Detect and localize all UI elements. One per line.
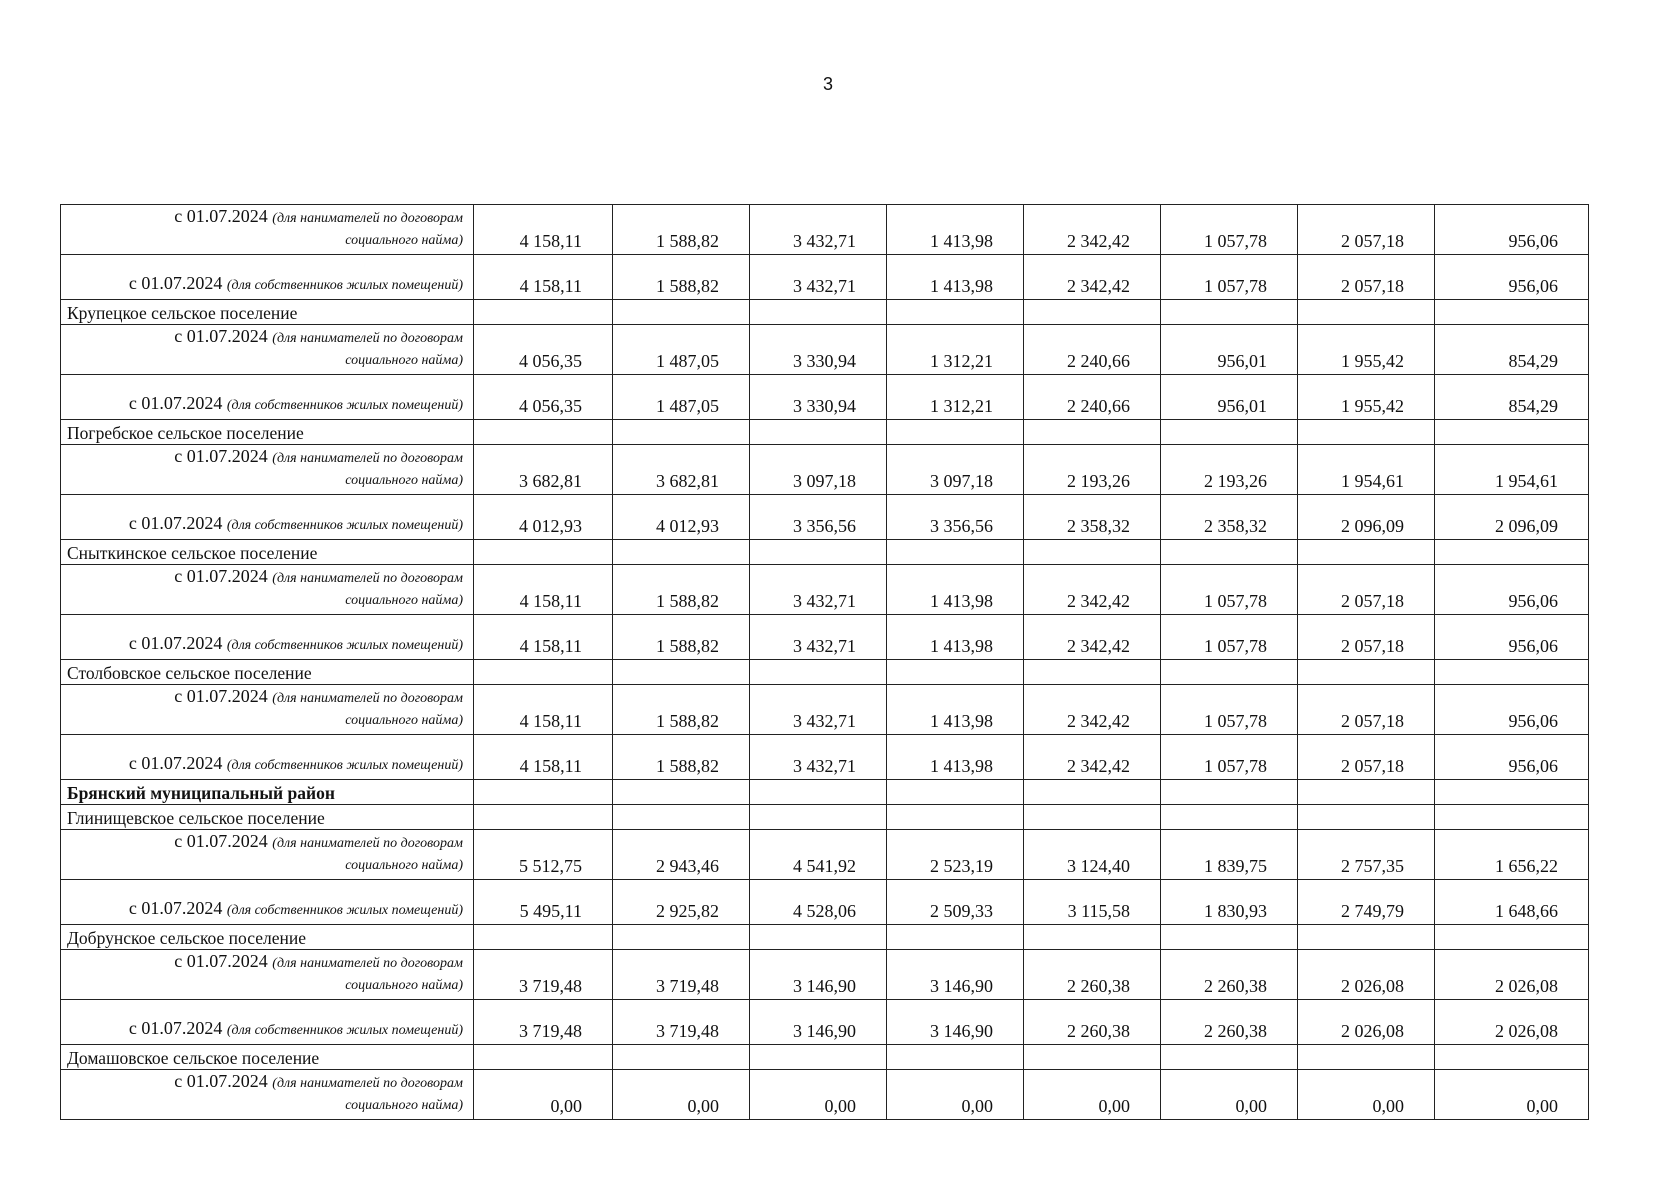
- row-label-line: [67, 1017, 463, 1042]
- row-label: [61, 615, 474, 660]
- category-note: (для собственников жилых помещений): [226, 638, 463, 653]
- empty-cell: [613, 1045, 750, 1070]
- category-note: (для нанимателей по договорам: [272, 691, 463, 706]
- tariff-value: 2 240,66: [1024, 375, 1161, 420]
- empty-cell: [1435, 1045, 1589, 1070]
- empty-cell: [613, 300, 750, 325]
- tariff-value: 3 330,94: [750, 325, 887, 375]
- empty-cell: [1435, 300, 1589, 325]
- tariff-value: 2 260,38: [1161, 1000, 1298, 1045]
- tariff-value: 0,00: [887, 1070, 1024, 1120]
- tariff-value: 4 541,92: [750, 830, 887, 880]
- tariff-value: 1 312,21: [887, 375, 1024, 420]
- effective-date: с 01.07.2024: [174, 326, 268, 346]
- section-row: [61, 780, 1589, 805]
- tariff-value: 956,01: [1161, 375, 1298, 420]
- tariff-value: 2 260,38: [1161, 950, 1298, 1000]
- settlement-title: Сныткинское сельское поселение: [61, 540, 474, 565]
- tariff-row: [61, 205, 1589, 255]
- empty-cell: [1024, 300, 1161, 325]
- empty-cell: [613, 925, 750, 950]
- tariff-value: 3 330,94: [750, 375, 887, 420]
- tariff-value: 2 509,33: [887, 880, 1024, 925]
- tariff-value: 1 955,42: [1298, 375, 1435, 420]
- tariff-value: 3 146,90: [887, 950, 1024, 1000]
- tariff-value: 3 097,18: [887, 445, 1024, 495]
- tariff-value: 2 096,09: [1435, 495, 1589, 540]
- empty-cell: [1161, 540, 1298, 565]
- effective-date: с 01.07.2024: [128, 513, 223, 533]
- row-label-line: [67, 685, 463, 710]
- settlement-title: Добрунское сельское поселение: [61, 925, 474, 950]
- tariff-row: [61, 255, 1589, 300]
- tariff-value: 1 057,78: [1161, 735, 1298, 780]
- tariff-value: 3 719,48: [474, 1000, 613, 1045]
- tariff-row: [61, 445, 1589, 495]
- tariff-value: 2 342,42: [1024, 735, 1161, 780]
- row-label: [61, 375, 474, 420]
- category-note-continuation: социального найма): [345, 593, 463, 608]
- category-note: (для нанимателей по договорам: [272, 211, 463, 226]
- empty-cell: [750, 805, 887, 830]
- tariff-value: 1 413,98: [887, 615, 1024, 660]
- tariff-value: 4 012,93: [474, 495, 613, 540]
- tariff-value: 956,06: [1435, 735, 1589, 780]
- tariff-value: 4 056,35: [474, 375, 613, 420]
- row-label: [61, 1070, 474, 1120]
- tariff-value: 2 342,42: [1024, 615, 1161, 660]
- row-label: [61, 495, 474, 540]
- empty-cell: [613, 420, 750, 445]
- effective-date: с 01.07.2024: [128, 898, 223, 918]
- tariff-value: 1 413,98: [887, 685, 1024, 735]
- empty-cell: [474, 300, 613, 325]
- row-label-line: [67, 897, 463, 922]
- empty-cell: [1161, 660, 1298, 685]
- row-label: [61, 685, 474, 735]
- row-label: [61, 325, 474, 375]
- empty-cell: [613, 540, 750, 565]
- category-note-continuation: социального найма): [345, 473, 463, 488]
- tariff-value: 4 158,11: [474, 205, 613, 255]
- effective-date: с 01.07.2024: [128, 1018, 223, 1038]
- tariff-value: 1 588,82: [613, 565, 750, 615]
- tariff-value: 3 682,81: [474, 445, 613, 495]
- empty-cell: [613, 660, 750, 685]
- tariff-value: 0,00: [1161, 1070, 1298, 1120]
- empty-cell: [750, 420, 887, 445]
- tariff-value: 956,06: [1435, 205, 1589, 255]
- empty-cell: [1161, 420, 1298, 445]
- row-label-line: [67, 325, 463, 350]
- row-label: [61, 565, 474, 615]
- empty-cell: [1435, 420, 1589, 445]
- tariff-value: 3 146,90: [887, 1000, 1024, 1045]
- tariff-row: [61, 685, 1589, 735]
- tariff-value: 1 312,21: [887, 325, 1024, 375]
- effective-date: с 01.07.2024: [174, 206, 268, 226]
- empty-cell: [1298, 540, 1435, 565]
- tariff-value: 3 432,71: [750, 685, 887, 735]
- row-label-line: [67, 632, 463, 657]
- tariff-value: 1 656,22: [1435, 830, 1589, 880]
- category-note: (для нанимателей по договорам: [272, 571, 463, 586]
- tariff-table-body: [61, 205, 1589, 1120]
- tariff-value: 3 432,71: [750, 255, 887, 300]
- row-label-line: [67, 830, 463, 855]
- row-label: [61, 950, 474, 1000]
- tariff-value: 4 056,35: [474, 325, 613, 375]
- section-row: [61, 1045, 1589, 1070]
- empty-cell: [750, 1045, 887, 1070]
- empty-cell: [1298, 660, 1435, 685]
- category-note: (для собственников жилых помещений): [226, 1023, 463, 1038]
- tariff-value: 4 158,11: [474, 255, 613, 300]
- tariff-value: 1 057,78: [1161, 255, 1298, 300]
- tariff-value: 2 358,32: [1024, 495, 1161, 540]
- row-label: [61, 205, 474, 255]
- empty-cell: [1024, 925, 1161, 950]
- empty-cell: [1024, 660, 1161, 685]
- tariff-value: 2 260,38: [1024, 950, 1161, 1000]
- tariff-value: 4 012,93: [613, 495, 750, 540]
- tariff-value: 3 719,48: [613, 1000, 750, 1045]
- tariff-value: 2 757,35: [1298, 830, 1435, 880]
- tariff-value: 2 096,09: [1298, 495, 1435, 540]
- row-label-line: [67, 565, 463, 590]
- empty-cell: [613, 780, 750, 805]
- tariff-table: [60, 204, 1589, 1120]
- empty-cell: [1024, 540, 1161, 565]
- tariff-value: 956,06: [1435, 615, 1589, 660]
- tariff-value: 3 432,71: [750, 565, 887, 615]
- row-label-line: [67, 1070, 463, 1095]
- tariff-value: 2 057,18: [1298, 735, 1435, 780]
- empty-cell: [474, 780, 613, 805]
- empty-cell: [613, 805, 750, 830]
- empty-cell: [1435, 660, 1589, 685]
- tariff-value: 2 026,08: [1435, 1000, 1589, 1045]
- settlement-title: Крупецкое сельское поселение: [61, 300, 474, 325]
- empty-cell: [474, 925, 613, 950]
- category-note: (для нанимателей по договорам: [272, 1076, 463, 1091]
- tariff-row: [61, 565, 1589, 615]
- tariff-value: 2 193,26: [1024, 445, 1161, 495]
- tariff-value: 0,00: [1435, 1070, 1589, 1120]
- tariff-value: 2 925,82: [613, 880, 750, 925]
- tariff-value: 2 342,42: [1024, 255, 1161, 300]
- tariff-value: 1 955,42: [1298, 325, 1435, 375]
- tariff-value: 1 954,61: [1435, 445, 1589, 495]
- tariff-value: 956,06: [1435, 685, 1589, 735]
- tariff-value: 1 413,98: [887, 255, 1024, 300]
- tariff-value: 2 358,32: [1161, 495, 1298, 540]
- empty-cell: [887, 925, 1024, 950]
- empty-cell: [1024, 420, 1161, 445]
- tariff-row: [61, 615, 1589, 660]
- category-note: (для собственников жилых помещений): [226, 903, 463, 918]
- category-note: (для нанимателей по договорам: [272, 956, 463, 971]
- tariff-value: 1 588,82: [613, 255, 750, 300]
- tariff-value: 0,00: [474, 1070, 613, 1120]
- empty-cell: [1298, 420, 1435, 445]
- tariff-value: 1 057,78: [1161, 615, 1298, 660]
- tariff-value: 1 830,93: [1161, 880, 1298, 925]
- empty-cell: [887, 420, 1024, 445]
- category-note: (для нанимателей по договорам: [272, 836, 463, 851]
- empty-cell: [1435, 780, 1589, 805]
- empty-cell: [1435, 540, 1589, 565]
- empty-cell: [1161, 300, 1298, 325]
- empty-cell: [474, 660, 613, 685]
- empty-cell: [750, 925, 887, 950]
- row-label-line: [67, 205, 463, 230]
- category-note: (для собственников жилых помещений): [226, 518, 463, 533]
- tariff-value: 1 588,82: [613, 685, 750, 735]
- tariff-value: 3 432,71: [750, 615, 887, 660]
- empty-cell: [1298, 1045, 1435, 1070]
- empty-cell: [474, 540, 613, 565]
- tariff-value: 3 356,56: [750, 495, 887, 540]
- settlement-title: Глинищевское сельское поселение: [61, 805, 474, 830]
- section-row: [61, 420, 1589, 445]
- category-note: (для собственников жилых помещений): [226, 758, 463, 773]
- empty-cell: [1161, 780, 1298, 805]
- tariff-value: 2 193,26: [1161, 445, 1298, 495]
- tariff-value: 2 943,46: [613, 830, 750, 880]
- tariff-value: 1 413,98: [887, 565, 1024, 615]
- tariff-value: 0,00: [613, 1070, 750, 1120]
- tariff-value: 3 432,71: [750, 205, 887, 255]
- empty-cell: [750, 300, 887, 325]
- row-label-line: [67, 392, 463, 417]
- empty-cell: [1435, 805, 1589, 830]
- empty-cell: [887, 805, 1024, 830]
- category-note-continuation: социального найма): [345, 353, 463, 368]
- row-label: [61, 880, 474, 925]
- tariff-value: 3 124,40: [1024, 830, 1161, 880]
- tariff-value: 3 115,58: [1024, 880, 1161, 925]
- effective-date: с 01.07.2024: [174, 686, 268, 706]
- effective-date: с 01.07.2024: [128, 393, 223, 413]
- tariff-value: 1 839,75: [1161, 830, 1298, 880]
- tariff-value: 2 057,18: [1298, 565, 1435, 615]
- empty-cell: [474, 1045, 613, 1070]
- effective-date: с 01.07.2024: [174, 446, 268, 466]
- empty-cell: [750, 660, 887, 685]
- tariff-row: [61, 375, 1589, 420]
- tariff-value: 1 487,05: [613, 325, 750, 375]
- tariff-value: 2 026,08: [1435, 950, 1589, 1000]
- category-note-continuation: социального найма): [345, 858, 463, 873]
- tariff-value: 1 057,78: [1161, 565, 1298, 615]
- empty-cell: [1298, 300, 1435, 325]
- tariff-value: 4 158,11: [474, 615, 613, 660]
- tariff-value: 2 749,79: [1298, 880, 1435, 925]
- tariff-value: 2 057,18: [1298, 615, 1435, 660]
- tariff-value: 4 158,11: [474, 685, 613, 735]
- empty-cell: [1161, 805, 1298, 830]
- page-number: 3: [822, 74, 833, 94]
- effective-date: с 01.07.2024: [174, 1071, 268, 1091]
- tariff-value: 2 342,42: [1024, 685, 1161, 735]
- category-note-continuation: социального найма): [345, 713, 463, 728]
- tariff-value: 1 413,98: [887, 735, 1024, 780]
- tariff-value: 3 719,48: [474, 950, 613, 1000]
- empty-cell: [887, 1045, 1024, 1070]
- tariff-value: 1 413,98: [887, 205, 1024, 255]
- tariff-value: 2 240,66: [1024, 325, 1161, 375]
- tariff-value: 2 260,38: [1024, 1000, 1161, 1045]
- empty-cell: [1298, 805, 1435, 830]
- tariff-value: 4 158,11: [474, 735, 613, 780]
- row-label: [61, 830, 474, 880]
- effective-date: с 01.07.2024: [128, 633, 223, 653]
- row-label: [61, 255, 474, 300]
- tariff-value: 0,00: [750, 1070, 887, 1120]
- tariff-value: 3 146,90: [750, 1000, 887, 1045]
- tariff-value: 2 026,08: [1298, 950, 1435, 1000]
- empty-cell: [1024, 1045, 1161, 1070]
- tariff-value: 5 495,11: [474, 880, 613, 925]
- tariff-value: 3 432,71: [750, 735, 887, 780]
- empty-cell: [1024, 780, 1161, 805]
- row-label: [61, 445, 474, 495]
- empty-cell: [474, 420, 613, 445]
- tariff-value: 3 682,81: [613, 445, 750, 495]
- row-label: [61, 735, 474, 780]
- tariff-row: [61, 830, 1589, 880]
- tariff-value: 2 057,18: [1298, 255, 1435, 300]
- category-note-continuation: социального найма): [345, 1098, 463, 1113]
- section-row: [61, 300, 1589, 325]
- tariff-value: 854,29: [1435, 325, 1589, 375]
- empty-cell: [1161, 925, 1298, 950]
- tariff-value: 2 057,18: [1298, 685, 1435, 735]
- tariff-value: 2 057,18: [1298, 205, 1435, 255]
- empty-cell: [1298, 925, 1435, 950]
- tariff-value: 3 146,90: [750, 950, 887, 1000]
- tariff-value: 4 158,11: [474, 565, 613, 615]
- effective-date: с 01.07.2024: [174, 951, 268, 971]
- category-note-continuation: социального найма): [345, 233, 463, 248]
- row-label-line: [67, 512, 463, 537]
- tariff-value: 1 588,82: [613, 205, 750, 255]
- empty-cell: [1024, 805, 1161, 830]
- category-note-continuation: социального найма): [345, 978, 463, 993]
- category-note: (для нанимателей по договорам: [272, 451, 463, 466]
- tariff-value: 3 097,18: [750, 445, 887, 495]
- tariff-value: 1 648,66: [1435, 880, 1589, 925]
- effective-date: с 01.07.2024: [174, 831, 268, 851]
- tariff-value: 956,06: [1435, 565, 1589, 615]
- tariff-value: 1 487,05: [613, 375, 750, 420]
- category-note: (для собственников жилых помещений): [226, 278, 463, 293]
- tariff-row: [61, 1000, 1589, 1045]
- effective-date: с 01.07.2024: [174, 566, 268, 586]
- empty-cell: [887, 300, 1024, 325]
- tariff-value: 1 588,82: [613, 735, 750, 780]
- tariff-value: 0,00: [1298, 1070, 1435, 1120]
- tariff-value: 3 719,48: [613, 950, 750, 1000]
- empty-cell: [887, 540, 1024, 565]
- tariff-value: 5 512,75: [474, 830, 613, 880]
- row-label-line: [67, 950, 463, 975]
- row-label-line: [67, 272, 463, 297]
- empty-cell: [750, 540, 887, 565]
- settlement-title: Погребское сельское поселение: [61, 420, 474, 445]
- category-note: (для нанимателей по договорам: [272, 331, 463, 346]
- tariff-value: 956,01: [1161, 325, 1298, 375]
- tariff-row: [61, 495, 1589, 540]
- tariff-value: 2 342,42: [1024, 205, 1161, 255]
- empty-cell: [1298, 780, 1435, 805]
- tariff-value: 2 026,08: [1298, 1000, 1435, 1045]
- tariff-value: 1 588,82: [613, 615, 750, 660]
- tariff-row: [61, 880, 1589, 925]
- tariff-row: [61, 735, 1589, 780]
- section-row: [61, 540, 1589, 565]
- empty-cell: [750, 780, 887, 805]
- empty-cell: [1435, 925, 1589, 950]
- tariff-value: 1 954,61: [1298, 445, 1435, 495]
- tariff-row: [61, 1070, 1589, 1120]
- effective-date: с 01.07.2024: [128, 273, 223, 293]
- district-title: Брянский муниципальный район: [61, 780, 474, 805]
- empty-cell: [474, 805, 613, 830]
- tariff-row: [61, 325, 1589, 375]
- tariff-value: 956,06: [1435, 255, 1589, 300]
- empty-cell: [887, 660, 1024, 685]
- tariff-value: 2 523,19: [887, 830, 1024, 880]
- tariff-row: [61, 950, 1589, 1000]
- section-row: [61, 925, 1589, 950]
- row-label-line: [67, 445, 463, 470]
- section-row: [61, 805, 1589, 830]
- tariff-value: 1 057,78: [1161, 205, 1298, 255]
- section-row: [61, 660, 1589, 685]
- effective-date: с 01.07.2024: [128, 753, 223, 773]
- settlement-title: Домашовское сельское поселение: [61, 1045, 474, 1070]
- tariff-value: 2 342,42: [1024, 565, 1161, 615]
- row-label-line: [67, 752, 463, 777]
- category-note: (для собственников жилых помещений): [226, 398, 463, 413]
- empty-cell: [887, 780, 1024, 805]
- empty-cell: [1161, 1045, 1298, 1070]
- row-label: [61, 1000, 474, 1045]
- tariff-value: 3 356,56: [887, 495, 1024, 540]
- tariff-value: 4 528,06: [750, 880, 887, 925]
- tariff-value: 0,00: [1024, 1070, 1161, 1120]
- settlement-title: Столбовское сельское поселение: [61, 660, 474, 685]
- tariff-value: 854,29: [1435, 375, 1589, 420]
- tariff-value: 1 057,78: [1161, 685, 1298, 735]
